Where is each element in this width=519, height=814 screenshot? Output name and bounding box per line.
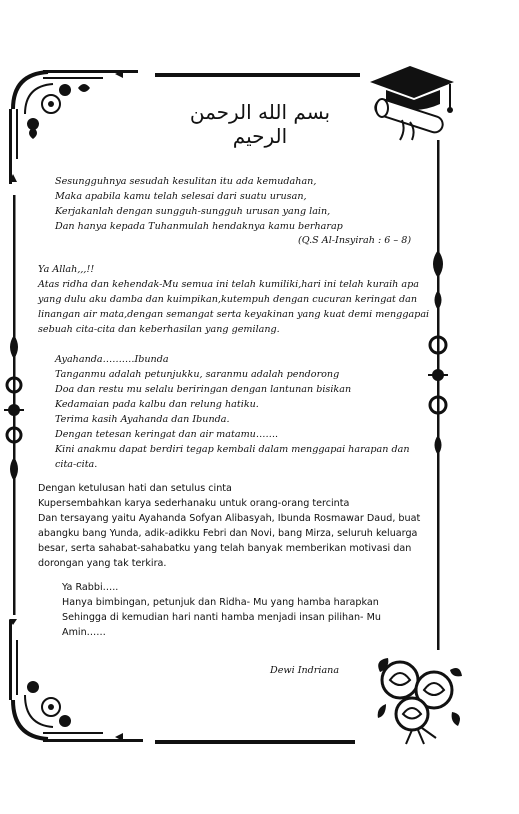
- parents-line: Tanganmu adalah petunjukku, saranmu adalah pendorong: [55, 369, 340, 380]
- parents-line: Dengan tetesan keringat dan air matamu…….: [55, 429, 279, 440]
- prayer-opening: Ya Allah,,,!!: [38, 264, 95, 275]
- prayer-line: linangan air mata,dengan semangat serta keyakinan yang kuat demi menggapai: [38, 309, 430, 320]
- verse-reference: (Q.S Al-Insyirah : 6 – 8): [298, 235, 412, 246]
- dedication-line: Dengan ketulusan hati dan setulus cinta: [38, 483, 232, 494]
- verse-line: Kerjakanlah dengan sungguh-sungguh urusan yang lain,: [55, 206, 331, 217]
- verse-line: Sesungguhnya sesudah kesulitan itu ada kemudahan,: [55, 176, 317, 187]
- parents-line: Ayahanda……….Ibunda: [55, 354, 169, 365]
- closing-line: Hanya bimbingan, petunjuk dan Ridha- Mu yang hamba harapkan: [62, 597, 379, 608]
- dedication-line: Dan tersayang yaitu Ayahanda Sofyan Alibasyah, Ibunda Rosmawar Daud, buat: [38, 513, 421, 524]
- parents-line: Terima kasih Ayahanda dan Ibunda.: [55, 414, 230, 425]
- prayer-line: yang dulu aku damba dan kuimpikan,kutempuh dengan cucuran keringat dan: [38, 294, 417, 305]
- left-side-ornament-icon: [2, 335, 26, 485]
- parents-line: Doa dan restu mu selalu beriringan dengan lantunan bisikan: [55, 384, 352, 395]
- closing-line: Sehingga di kemudian hari nanti hamba menjadi insan pilihan- Mu: [62, 612, 381, 623]
- parents-line: cita-cita.: [55, 459, 98, 470]
- parents-line: Kedamaian pada kalbu dan relung hatiku.: [55, 399, 259, 410]
- parents-line: Kini anakmu dapat berdiri tegap kembali dalam menggapai harapan dan: [55, 444, 410, 455]
- right-side-ornament-icon: [426, 250, 450, 470]
- dedication-line: dorongan yang tak terkira.: [38, 558, 167, 569]
- verse-line: Maka apabila kamu telah selesai dari suatu urusan,: [55, 191, 307, 202]
- basmala-heading: بسم الله الرحمن الرحيم: [189, 100, 331, 148]
- closing-line: Amin……: [62, 627, 106, 638]
- dedication-line: besar, serta sahabat-sahabatku yang telah banyak memberikan motivasi dan: [38, 543, 412, 554]
- signature: Dewi Indriana: [270, 665, 340, 676]
- verse-line: Dan hanya kepada Tuhanmulah hendaknya kamu berharap: [55, 221, 343, 232]
- rose-bouquet-icon: [372, 652, 467, 747]
- prayer-line: sebuah cita-cita dan keberhasilan yang gemilang.: [38, 324, 280, 335]
- dedication-line: Kupersembahkan karya sederhanaku untuk orang-orang tercinta: [38, 498, 350, 509]
- closing-line: Ya Rabbi…..: [62, 582, 119, 593]
- prayer-line: Atas ridha dan kehendak-Mu semua ini telah kumiliki,hari ini telah kuraih apa: [38, 279, 419, 290]
- dedication-line: abangku bang Yunda, adik-adikku Febri dan Novi, bang Mirza, seluruh keluarga: [38, 528, 418, 539]
- graduation-cap-diploma-icon: [362, 60, 462, 145]
